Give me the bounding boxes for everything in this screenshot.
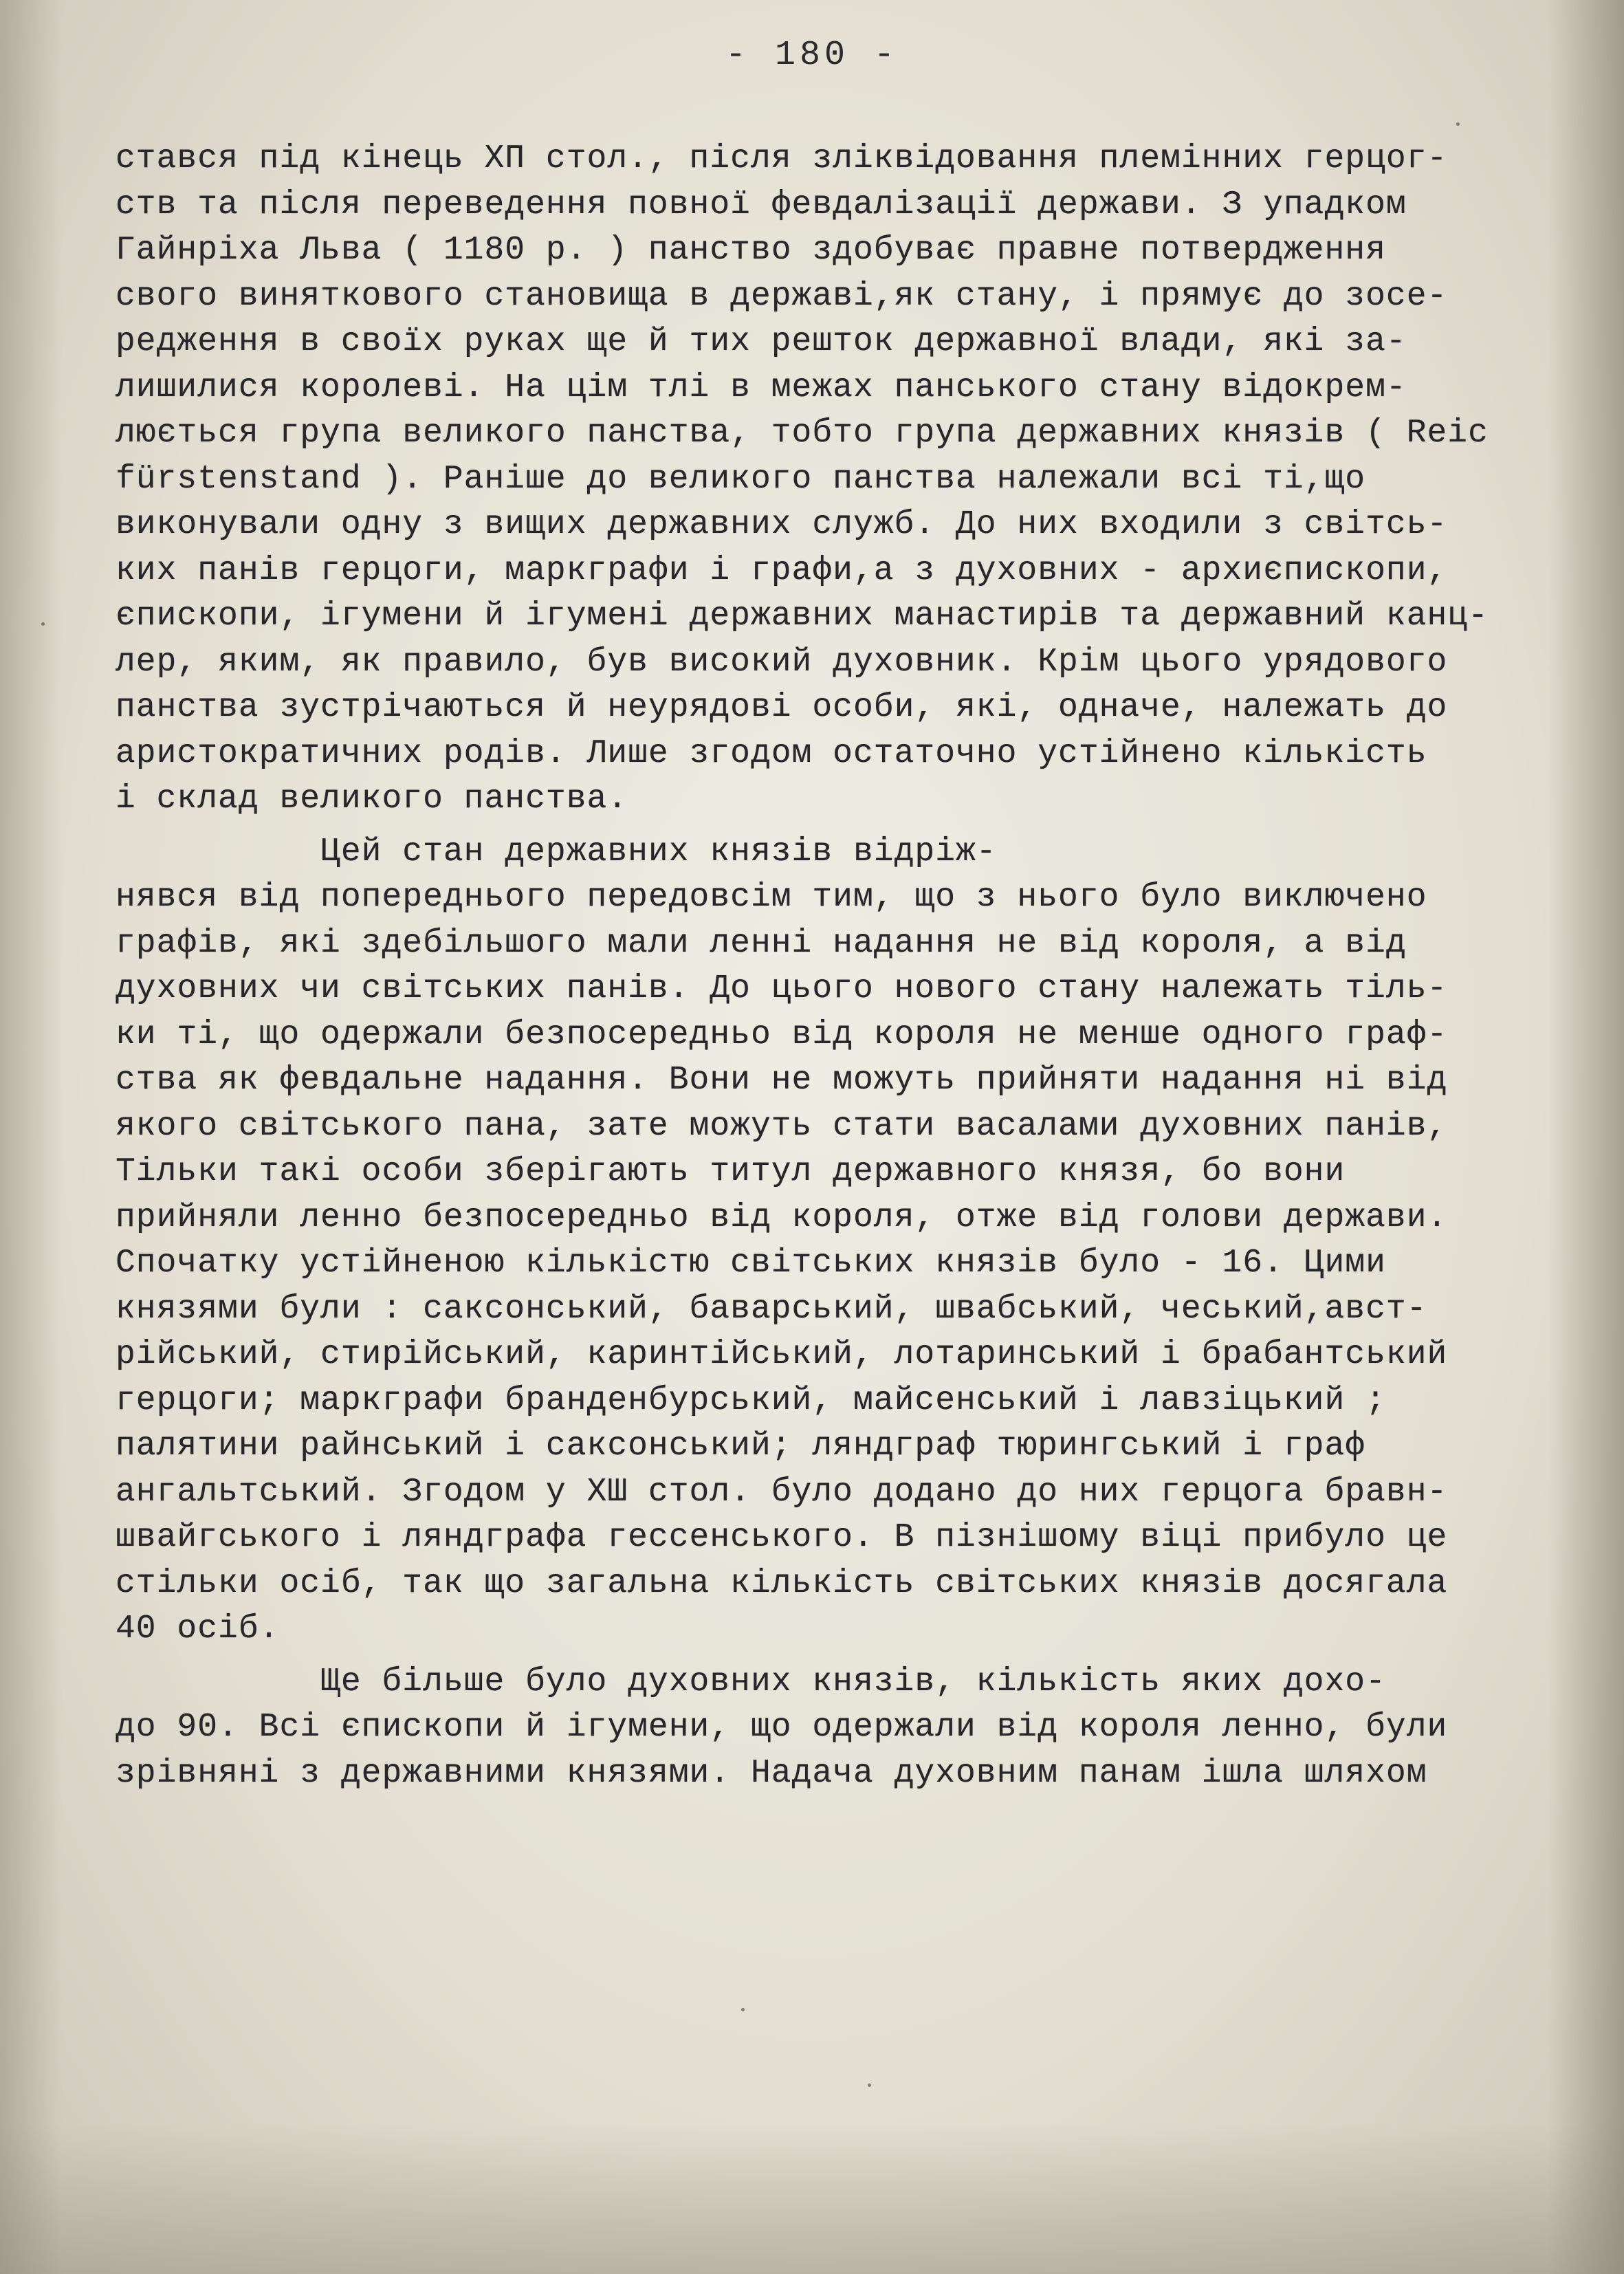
paper-speck [868,2084,871,2087]
text-line: люється група великого панства, тобто група державних князів ( Reic [116,415,1489,452]
text-line: Тільки такі особи зберігають титул державного князя, бо вони [116,1153,1346,1190]
text-line: ств та після переведення повної февдалізації держави. З упадком [116,186,1407,223]
text-line: виконували одну з вищих державних служб. До них входили з світсь- [116,506,1448,543]
text-line: панства зустрічаються й неурядові особи, які, одначе, належать до [116,689,1448,726]
text-line: Гайнріха Льва ( 1180 р. ) панство здобуває правне потвердження [116,232,1386,269]
text-line: рійський, стирійський, каринтійський, лотаринський і брабантський [116,1336,1448,1373]
paper-speck [741,2008,745,2011]
text-line: прийняли ленно безпосередньо від короля, отже від голови держави. [116,1199,1448,1236]
text-line: герцоги; маркграфи бранденбурський, майсенський і лавзіцький ; [116,1381,1386,1419]
text-line: лишилися королеві. На цім тлі в межах панського стану відокрем- [116,369,1407,406]
paper-speck [41,622,45,626]
text-line: Спочатку устійненою кількістю світських князів було - 16. Цими [116,1245,1386,1282]
text-line: швайгського і ляндграфа гессенського. В пізнішому віці прибуло це [116,1519,1448,1556]
text-line: якого світського пана, зате можуть стати васалами духовних панів, [116,1107,1448,1145]
paper-speck [1456,122,1460,126]
text-line: князями були : саксонський, баварський, швабський, чеський,авст- [116,1290,1427,1328]
paragraph-2 [116,829,1601,1652]
page-edge-shadow-bottom [0,2123,1624,2274]
text-line: свого виняткового становища в державі,як стану, і прямує до зосе- [116,277,1448,315]
paragraph-3 [116,1659,1601,1797]
paragraph-1 [116,136,1601,822]
text-line: лер, яким, як правило, був високий духовник. Крім цього урядового [116,643,1448,681]
text-line: графів, які здебільшого мали ленні надання не від короля, а від [116,924,1407,962]
text-line: нявся від попереднього передовсім тим, що з нього було виключено [116,879,1427,916]
text-line: ства як февдальне надання. Вони не можуть прийняти надання ні від [116,1062,1448,1099]
text-line: Ще більше було духовних князів, кількість яких дохо- [116,1663,1386,1701]
text-line: 40 осіб. [116,1610,280,1648]
text-line: ангальтський. Згодом у ХШ стол. було додано до них герцога бравн- [116,1473,1448,1511]
text-line: Цей стан державних князів відріж- [116,833,997,871]
text-line: стався під кінець ХП стол., після зліквідовання племінних герцог- [116,140,1448,177]
text-line: стільки осіб, так що загальна кількість світських князів досягала [116,1564,1448,1602]
text-line: єпископи, ігумени й ігумені державних манастирів та державний канц- [116,598,1489,635]
text-line: до 90. Всі єпископи й ігумени, що одержали від короля ленно, були [116,1709,1448,1746]
text-line: ких панів герцоги, маркграфи і графи,а з духовних - архиєпископи, [116,551,1448,589]
paragraph-spacer [116,1652,1601,1659]
text-line: fürstenstand ). Раніше до великого панства належали всі ті,що [116,460,1366,498]
text-line: духовних чи світських панів. До цього нового стану належать тіль- [116,970,1448,1007]
page-number: - 180 - [725,36,899,75]
text-line: редження в своїх руках ще й тих решток державної влади, які за- [116,323,1407,360]
text-line: аристократичних родів. Лише згодом остаточно устійнено кількість [116,734,1427,772]
text-line: палятини райнський і саксонський; ляндграф тюрингський і граф [116,1428,1366,1465]
page-edge-shadow-left [0,0,62,2274]
text-line: і склад великого панства. [116,780,628,818]
text-line: зрівняні з державними князями. Надача духовним панам ішла шляхом [116,1754,1427,1792]
paragraph-spacer [116,822,1601,829]
document-body [116,136,1601,1796]
text-line: ки ті, що одержали безпосередньо від короля не менше одного граф- [116,1016,1448,1053]
